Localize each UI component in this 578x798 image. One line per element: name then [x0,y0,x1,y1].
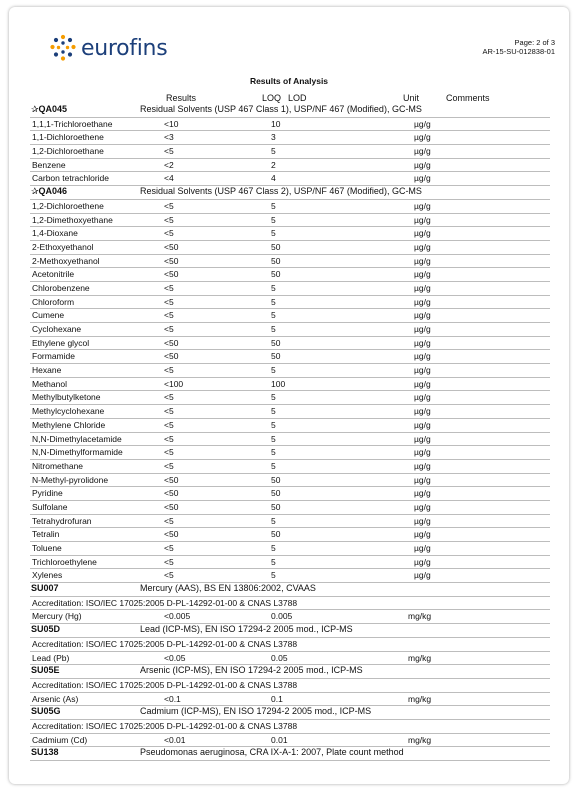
analyte-result: <5 [164,200,174,211]
analyte-unit: µg/g [414,146,431,157]
analyte-unit: µg/g [414,556,431,567]
analyte-unit: mg/kg [408,734,432,745]
accreditation-text: Accreditation: ISO/IEC 17025:2005 D-PL-14292-01-00 & CNAS L3788 [32,720,298,731]
analyte-unit: µg/g [414,419,431,430]
analyte-unit: µg/g [414,433,431,444]
analyte-loq: 5 [271,406,276,417]
analyte-name: 1,2-Dichloroethene [32,200,104,211]
analyte-name: Methylbutylketone [32,392,101,403]
analyte-result: <5 [164,296,174,307]
analyte-result: <50 [164,255,179,266]
analyte-result: <2 [164,159,174,170]
analyte-unit: µg/g [414,460,431,471]
col-results: Results [166,93,197,103]
analyte-name: Toluene [32,543,62,553]
analyte-loq: 5 [271,433,276,444]
analyte-unit: µg/g [414,392,431,403]
analyte-result: <5 [164,447,174,458]
eurofins-dots-icon [49,34,77,62]
analyte-name: 1,2-Dimethoxyethane [32,214,113,225]
analyte-result: <100 [164,378,184,389]
analyte-name: Hexane [32,365,62,376]
analyte-loq: 5 [271,419,276,430]
analyte-loq: 50 [271,529,281,540]
analyte-result: <50 [164,474,179,485]
method-code-text: QA045 [38,104,68,114]
table-row [30,200,550,214]
analyte-result: <5 [164,324,174,334]
table-row [30,268,550,282]
analyte-unit: µg/g [414,501,431,512]
analyte-loq: 5 [271,392,276,403]
analyte-unit: mg/kg [408,693,432,704]
table-row [30,391,550,405]
analyte-loq: 0.01 [271,734,288,745]
analyte-result: <50 [164,501,179,512]
table-row [30,542,550,556]
analyte-name: Cumene [32,310,65,321]
analyte-name: N,N-Dimethylacetamide [32,433,122,444]
page-info [482,38,555,56]
table-row [30,610,550,624]
table-row [30,337,550,351]
analyte-name: N-Methyl-pyrolidone [32,474,109,485]
analyte-name: 1,4-Dioxane [32,228,78,239]
analyte-name: 1,1,1-Trichloroethane [32,118,113,129]
analyte-unit: µg/g [414,337,431,348]
analyte-loq: 5 [271,282,276,293]
analyte-result: <50 [164,241,179,252]
method-header [30,186,550,200]
analyte-result: <10 [164,118,179,129]
star-icon: ✰ [31,186,39,197]
analyte-unit: µg/g [414,406,431,417]
analyte-loq: 2 [271,159,276,170]
analyte-unit: µg/g [414,324,431,334]
table-row [30,172,550,186]
table-row [30,446,550,460]
method-description: Arsenic (ICP-MS), EN ISO 17294-2 2005 mod., ICP-MS [140,665,363,676]
analyte-loq: 5 [271,200,276,211]
analyte-loq: 50 [271,269,281,280]
analyte-unit: µg/g [414,159,431,170]
analyte-result: <3 [164,132,174,143]
analyte-loq: 5 [271,228,276,239]
method-header [30,706,550,720]
analyte-name: Cyclohexane [32,324,82,334]
analyte-unit: µg/g [414,570,431,581]
eurofins-logo [49,33,167,63]
table-row [30,145,550,159]
method-code [31,665,60,676]
analyte-name: 1,1-Dichloroethene [32,132,104,143]
analyte-name: Formamide [32,351,75,362]
table-row [30,364,550,378]
analyte-name: Methanol [32,378,67,389]
analyte-unit: µg/g [414,365,431,376]
analyte-result: <4 [164,173,174,184]
analyte-name: Trichloroethylene [32,556,97,567]
analyte-name: Sulfolane [32,501,68,512]
table-row [30,159,550,173]
analyte-unit: mg/kg [408,652,432,663]
method-header [30,624,550,638]
analyte-loq: 10 [271,118,281,129]
table-row [30,282,550,296]
analyte-unit: µg/g [414,214,431,225]
table-row [30,460,550,474]
table-row [30,501,550,515]
table-row [30,227,550,241]
analyte-loq: 50 [271,241,281,252]
analyte-loq: 50 [271,501,281,512]
col-unit: Unit [403,93,420,103]
analyte-unit: µg/g [414,378,431,389]
table-row [30,487,550,501]
accreditation-row [30,679,550,693]
method-description: Pseudomonas aeruginosa, CRA IX-A-1: 2007, Plate count method [140,747,404,758]
analyte-loq: 5 [271,460,276,471]
analyte-result: <0.1 [164,693,181,704]
analyte-result: <5 [164,460,174,471]
report-page [9,7,569,784]
method-code [31,104,67,115]
analyte-result: <5 [164,556,174,567]
method-code [31,624,60,635]
analyte-result: <50 [164,351,179,362]
analyte-loq: 50 [271,255,281,266]
analyte-unit: µg/g [414,474,431,485]
brand-name: eurofins [81,35,168,61]
analyte-result: <50 [164,529,179,540]
method-code [31,583,59,594]
table-row [30,378,550,392]
analyte-unit: µg/g [414,282,431,293]
analyte-name: Carbon tetrachloride [32,173,110,184]
analyte-name: 1,2-Dichloroethane [32,146,104,157]
analyte-loq: 50 [271,488,281,499]
method-header [30,104,550,118]
method-code-text: SU05D [31,624,61,635]
analyte-name: Lead (Pb) [32,652,70,663]
analyte-name: Cadmium (Cd) [32,734,88,745]
col-loq: LOQ [262,93,282,103]
method-code [31,747,59,758]
method-code-text: QA046 [38,186,68,197]
table-row [30,734,550,748]
table-row [30,433,550,447]
analyte-loq: 5 [271,570,276,581]
table-row [30,309,550,323]
analyte-result: <5 [164,392,174,403]
analyte-name: Mercury (Hg) [32,611,82,622]
analyte-loq: 3 [271,132,276,143]
analyte-result: <0.01 [164,734,186,745]
analyte-result: <5 [164,515,174,526]
analyte-result: <0.05 [164,652,186,663]
method-code-text: SU007 [31,583,59,594]
method-code-text: SU138 [31,747,59,758]
table-row [30,556,550,570]
analyte-unit: µg/g [414,200,431,211]
analyte-result: <5 [164,228,174,239]
analyte-name: Chlorobenzene [32,282,90,293]
analyte-loq: 5 [271,296,276,307]
analyte-unit: µg/g [414,447,431,458]
analyte-loq: 50 [271,474,281,485]
analyte-name: N,N-Dimethylformamide [32,447,123,458]
accreditation-text: Accreditation: ISO/IEC 17025:2005 D-PL-14292-01-00 & CNAS L3788 [32,597,298,608]
table-row [30,474,550,488]
analyte-result: <50 [164,488,179,499]
accreditation-row [30,720,550,734]
col-comments: Comments [446,93,490,103]
analyte-unit: µg/g [414,241,431,252]
method-description: Residual Solvents (USP 467 Class 2), USP/NF 467 (Modified), GC-MS [140,186,422,197]
method-description: Lead (ICP-MS), EN ISO 17294-2 2005 mod., ICP-MS [140,624,353,635]
method-code [31,186,67,197]
table-row [30,693,550,707]
accreditation-text: Accreditation: ISO/IEC 17025:2005 D-PL-14292-01-00 & CNAS L3788 [32,638,298,649]
accreditation-row [30,638,550,652]
analyte-loq: 5 [271,324,276,334]
analyte-loq: 0.005 [271,611,293,622]
table-row [30,255,550,269]
analyte-name: Ethylene glycol [32,337,90,348]
table-row [30,118,550,132]
analyte-name: Nitromethane [32,460,84,471]
analyte-name: Acetonitrile [32,269,75,280]
method-description: Cadmium (ICP-MS), EN ISO 17294-2 2005 mod., ICP-MS [140,706,372,717]
analyte-result: <50 [164,337,179,348]
analyte-name: Chloroform [32,296,75,307]
analyte-unit: µg/g [414,515,431,526]
analyte-unit: µg/g [414,132,431,143]
method-code-text: SU05G [31,706,61,717]
analyte-loq: 5 [271,365,276,376]
analyte-name: Tetralin [32,529,60,540]
table-row [30,419,550,433]
analyte-name: Methylcyclohexane [32,406,105,417]
analyte-unit: µg/g [414,310,431,321]
accreditation-row [30,597,550,611]
analyte-loq: 5 [271,543,276,553]
analyte-loq: 5 [271,146,276,157]
table-row [30,241,550,255]
method-header [30,583,550,597]
analyte-result: <5 [164,365,174,376]
analyte-unit: µg/g [414,351,431,362]
report-id: AR-15-SU-012838-01 [482,47,555,56]
analyte-name: Pyridine [32,488,63,499]
analyte-result: <0.005 [164,611,191,622]
method-code-text: SU05E [31,665,60,676]
analyte-loq: 5 [271,515,276,526]
page-title: Results of Analysis [249,76,329,86]
analyte-unit: µg/g [414,173,431,184]
analyte-result: <5 [164,214,174,225]
analyte-result: <5 [164,282,174,293]
table-row [30,569,550,583]
analyte-unit: µg/g [414,118,431,129]
method-header [30,665,550,679]
method-description: Mercury (AAS), BS EN 13806:2002, CVAAS [140,583,316,594]
column-headers [9,93,569,104]
analyte-unit: µg/g [414,543,431,553]
method-description: Residual Solvents (USP 467 Class 1), USP/NF 467 (Modified), GC-MS [140,104,422,114]
analyte-name: Arsenic (As) [32,693,79,704]
analyte-result: <5 [164,146,174,157]
analyte-result: <5 [164,433,174,444]
analyte-loq: 50 [271,351,281,362]
page-number: Page: 2 of 3 [514,38,555,47]
analyte-unit: µg/g [414,269,431,280]
analyte-result: <5 [164,310,174,321]
analyte-unit: mg/kg [408,611,432,622]
table-row [30,652,550,666]
analyte-loq: 100 [271,378,286,389]
table-row [30,528,550,542]
analyte-result: <5 [164,570,174,581]
analyte-result: <50 [164,269,179,280]
analyte-unit: µg/g [414,529,431,540]
table-row [30,405,550,419]
analyte-unit: µg/g [414,296,431,307]
analyte-result: <5 [164,543,174,553]
table-row [30,131,550,145]
analyte-name: Tetrahydrofuran [32,515,92,526]
table-row [30,350,550,364]
analyte-name: 2-Ethoxyethanol [32,241,94,252]
analyte-unit: µg/g [414,488,431,499]
table-row [30,323,550,337]
analyte-loq: 0.05 [271,652,288,663]
analyte-result: <5 [164,406,174,417]
star-icon: ✰ [31,104,39,114]
analyte-loq: 5 [271,447,276,458]
analyte-loq: 5 [271,214,276,225]
analyte-name: Benzene [32,159,66,170]
analyte-unit: µg/g [414,255,431,266]
analyte-loq: 0.1 [271,693,283,704]
analyte-loq: 50 [271,337,281,348]
analyte-result: <5 [164,419,174,430]
results-table [30,104,550,761]
method-header [30,747,550,761]
analyte-loq: 5 [271,310,276,321]
analyte-loq: 5 [271,556,276,567]
table-row [30,214,550,228]
table-row [30,296,550,310]
analyte-name: 2-Methoxyethanol [32,255,100,266]
analyte-unit: µg/g [414,228,431,239]
table-row [30,515,550,529]
col-lod: LOD [288,93,307,103]
analyte-loq: 4 [271,173,276,184]
accreditation-text: Accreditation: ISO/IEC 17025:2005 D-PL-14292-01-00 & CNAS L3788 [32,679,298,690]
analyte-name: Xylenes [32,570,63,581]
method-code [31,706,61,717]
analyte-name: Methylene Chloride [32,419,106,430]
